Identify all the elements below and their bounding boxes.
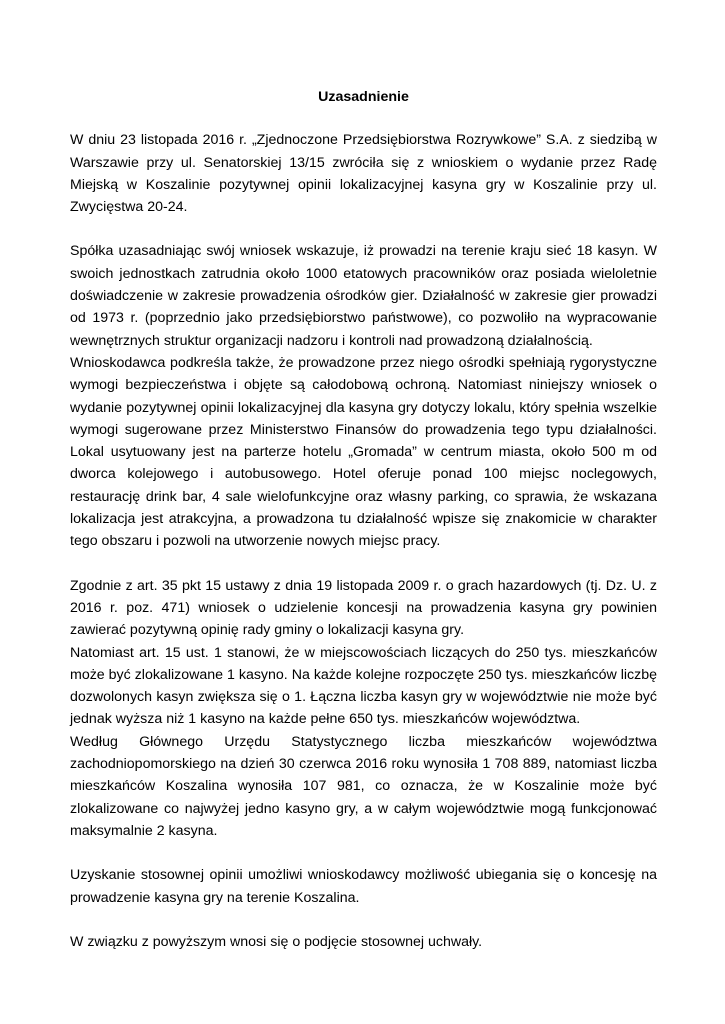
document-title: Uzasadnienie <box>318 89 409 105</box>
paragraph-conclusion: W związku z powyższym wnosi się o podjęcie stosownej uchwały. <box>70 933 483 950</box>
paragraph-legal-basis: Zgodnie z art. 35 pkt 15 ustawy z dnia 19 listopada 2009 r. o grach hazardowych (tj. Dz. U. z 2016 r. poz. 471) wniosek o udzielenie koncesji na prowadzenia kasyna gry powinien zawierać pozytywną opinię rady gminy o lokalizacji kasyna gry. <box>70 577 657 639</box>
paragraph-company-experience: Spółka uzasadniając swój wniosek wskazuje, iż prowadzi na terenie kraju sieć 18 kasyn. W swoich jednostkach zatrudnia około 1000 etatowych pracowników oraz posiada wieloletnie doświadczenie w zakresie prowadzenia ośrodków gier. Działalność w zakresie gier prowadzi od 1973 r. (poprzednio jako przedsiębiorstwo państwowe), co pozwoliło na wypracowanie wewnętrznych struktur organizacji nadzoru i kontroli nad prowadzoną działalnością. <box>70 243 657 349</box>
paragraph-opinion-purpose: Uzyskanie stosownej opinii umożliwi wnioskodawcy możliwość ubiegania się o koncesję na prowadzenie kasyna gry na terenie Koszalina. <box>70 867 657 906</box>
paragraph-population-statistics: Według Głównego Urzędu Statystycznego liczba mieszkańców województwa zachodniopomorskiego na dzień 30 czerwca 2016 roku wynosiła 1 708 889, natomiast liczba mieszkańców Koszalina wynosiła 107 981, co oznacza, że w Koszalinie może być zlokalizowane co najwyżej jedno kasyno gry, a w całym województwie mogą funkcjonować maksymalnie 2 kasyna. <box>70 733 657 839</box>
document-page <box>70 86 657 953</box>
paragraph-casino-limits: Natomiast art. 15 ust. 1 stanowi, że w miejscowościach liczących do 250 tys. mieszkańców może być zlokalizowane 1 kasyno. Na każde kolejne rozpoczęte 250 tys. mieszkańców liczbę dozwolonych kasyn zwiększa się o 1. Łączna liczba kasyn gry w województwie nie może być jednak wyższa niż 1 kasyno na każde pełne 650 tys. mieszkańców województwa. <box>70 644 657 728</box>
paragraph-location-details: Wnioskodawca podkreśla także, że prowadzone przez niego ośrodki spełniają rygorystyczne wymogi bezpieczeństwa i objęte są całodobową ochroną. Natomiast niniejszy wniosek o wydanie pozytywnej opinii lokalizacyjnej dla kasyna gry dotyczy lokalu, który spełnia wszelkie wymogi sugerowane przez Ministerstwo Finansów do prowadzenia tego typu działalności. Lokal usytuowany jest na parterze hotelu „Gromada” w centrum miasta, około 500 m od dworca kolejowego i autobusowego. Hotel oferuje ponad 100 miejsc noclegowych, restaurację drink bar, 4 sale wielofunkcyjne oraz własny parking, co sprawia, że wskazana lokalizacja jest atrakcyjna, a prowadzona tu działalność wpisze się znakomicie w charakter tego obszaru i pozwoli na utworzenie nowych miejsc pracy. <box>70 354 657 550</box>
paragraph-application-intro: W dniu 23 listopada 2016 r. „Zjednoczone Przedsiębiorstwa Rozrywkowe” S.A. z siedzibą w Warszawie przy ul. Senatorskiej 13/15 zwróciła się z wnioskiem o wydanie przez Radę Miejską w Koszalinie pozytywnej opinii lokalizacyjnej kasyna gry w Koszalinie przy ul. Zwycięstwa 20-24. <box>70 132 657 216</box>
